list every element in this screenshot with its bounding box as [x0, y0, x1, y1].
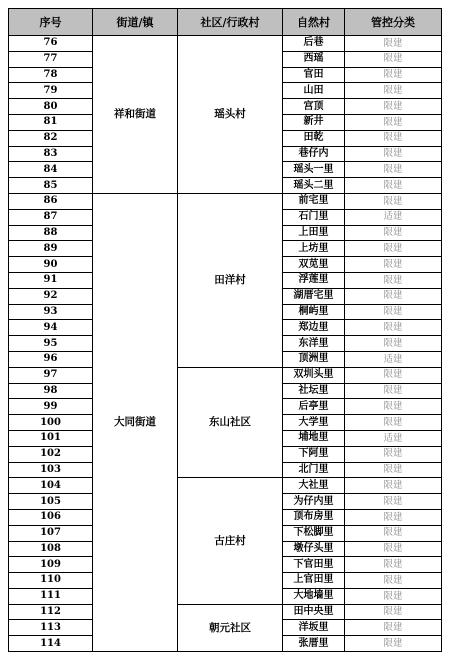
control-category-cell: 限建	[345, 541, 442, 557]
control-category-cell: 限建	[345, 36, 442, 52]
community-cell: 古庄村	[178, 478, 283, 604]
control-category-cell: 限建	[345, 478, 442, 494]
control-category-cell: 限建	[345, 525, 442, 541]
serial-number-cell: 76	[9, 36, 93, 52]
control-category-cell: 限建	[345, 288, 442, 304]
community-cell: 朝元社区	[178, 604, 283, 651]
serial-number-cell: 109	[9, 557, 93, 573]
natural-village-cell: 下官田里	[283, 557, 345, 573]
serial-number-cell: 77	[9, 51, 93, 67]
natural-village-cell: 上坊里	[283, 241, 345, 257]
natural-village-cell: 北门里	[283, 462, 345, 478]
natural-village-cell: 浮莲里	[283, 272, 345, 288]
control-category-cell: 限建	[345, 367, 442, 383]
serial-number-cell: 99	[9, 399, 93, 415]
natural-village-cell: 上田里	[283, 225, 345, 241]
table-body	[9, 36, 442, 652]
natural-village-cell: 瑶头一里	[283, 162, 345, 178]
control-category-cell: 限建	[345, 304, 442, 320]
natural-village-cell: 巷仔内	[283, 146, 345, 162]
serial-number-cell: 108	[9, 541, 93, 557]
natural-village-cell: 双圳头里	[283, 367, 345, 383]
table-row	[9, 478, 442, 494]
serial-number-cell: 94	[9, 320, 93, 336]
control-category-cell: 限建	[345, 557, 442, 573]
natural-village-cell: 为仔内里	[283, 494, 345, 510]
serial-number-cell: 85	[9, 178, 93, 194]
natural-village-cell: 桐屿里	[283, 304, 345, 320]
serial-number-cell: 113	[9, 620, 93, 636]
control-category-cell: 限建	[345, 51, 442, 67]
natural-village-cell: 顶布房里	[283, 509, 345, 525]
control-category-cell: 限建	[345, 604, 442, 620]
street-cell: 祥和街道	[93, 36, 178, 194]
control-category-cell: 适建	[345, 430, 442, 446]
control-category-cell: 限建	[345, 494, 442, 510]
natural-village-cell: 埔地里	[283, 430, 345, 446]
serial-number-cell: 89	[9, 241, 93, 257]
natural-village-cell: 官田	[283, 67, 345, 83]
control-category-cell: 限建	[345, 193, 442, 209]
control-category-cell: 限建	[345, 509, 442, 525]
control-category-cell: 限建	[345, 99, 442, 115]
control-category-cell: 限建	[345, 225, 442, 241]
serial-number-cell: 102	[9, 446, 93, 462]
natural-village-cell: 双苋里	[283, 257, 345, 273]
natural-village-cell: 东洋里	[283, 336, 345, 352]
natural-village-cell: 湖厝宅里	[283, 288, 345, 304]
natural-village-cell: 田乾	[283, 130, 345, 146]
natural-village-cell: 顶洲里	[283, 351, 345, 367]
control-category-cell: 限建	[345, 462, 442, 478]
serial-number-cell: 97	[9, 367, 93, 383]
natural-village-cell: 大地墙里	[283, 588, 345, 604]
serial-number-cell: 92	[9, 288, 93, 304]
header-serial-number: 序号	[9, 9, 93, 36]
table-row	[9, 604, 442, 620]
serial-number-cell: 78	[9, 67, 93, 83]
table-header-row	[9, 9, 442, 36]
serial-number-cell: 103	[9, 462, 93, 478]
natural-village-cell: 郑边里	[283, 320, 345, 336]
serial-number-cell: 83	[9, 146, 93, 162]
natural-village-cell: 新井	[283, 114, 345, 130]
natural-village-cell: 大社里	[283, 478, 345, 494]
control-category-cell: 限建	[345, 257, 442, 273]
natural-village-cell: 墩仔头里	[283, 541, 345, 557]
serial-number-cell: 91	[9, 272, 93, 288]
natural-village-cell: 山田	[283, 83, 345, 99]
control-category-cell: 限建	[345, 446, 442, 462]
serial-number-cell: 112	[9, 604, 93, 620]
header-natural-village: 自然村	[283, 9, 345, 36]
control-category-cell: 限建	[345, 399, 442, 415]
natural-village-cell: 大学里	[283, 415, 345, 431]
natural-village-cell: 后亭里	[283, 399, 345, 415]
serial-number-cell: 96	[9, 351, 93, 367]
serial-number-cell: 86	[9, 193, 93, 209]
control-category-cell: 限建	[345, 383, 442, 399]
serial-number-cell: 110	[9, 573, 93, 589]
header-control-category: 管控分类	[345, 9, 442, 36]
natural-village-cell: 西瑶	[283, 51, 345, 67]
natural-village-cell: 前宅里	[283, 193, 345, 209]
street-cell: 大同街道	[93, 193, 178, 651]
control-category-cell: 限建	[345, 67, 442, 83]
control-category-cell: 限建	[345, 114, 442, 130]
table-row	[9, 193, 442, 209]
community-cell: 东山社区	[178, 367, 283, 478]
village-control-table	[8, 8, 442, 652]
serial-number-cell: 84	[9, 162, 93, 178]
table-row	[9, 367, 442, 383]
control-category-cell: 限建	[345, 415, 442, 431]
community-cell: 瑶头村	[178, 36, 283, 194]
control-category-cell: 适建	[345, 209, 442, 225]
serial-number-cell: 93	[9, 304, 93, 320]
natural-village-cell: 下阿里	[283, 446, 345, 462]
serial-number-cell: 80	[9, 99, 93, 115]
serial-number-cell: 106	[9, 509, 93, 525]
serial-number-cell: 95	[9, 336, 93, 352]
serial-number-cell: 87	[9, 209, 93, 225]
serial-number-cell: 79	[9, 83, 93, 99]
serial-number-cell: 105	[9, 494, 93, 510]
serial-number-cell: 81	[9, 114, 93, 130]
control-category-cell: 限建	[345, 320, 442, 336]
control-category-cell: 限建	[345, 620, 442, 636]
control-category-cell: 限建	[345, 162, 442, 178]
control-category-cell: 适建	[345, 351, 442, 367]
header-street-town: 街道/镇	[93, 9, 178, 36]
table-row	[9, 36, 442, 52]
control-category-cell: 限建	[345, 636, 442, 652]
control-category-cell: 限建	[345, 272, 442, 288]
header-community-village: 社区/行政村	[178, 9, 283, 36]
natural-village-cell: 张厝里	[283, 636, 345, 652]
serial-number-cell: 107	[9, 525, 93, 541]
control-category-cell: 限建	[345, 83, 442, 99]
natural-village-cell: 洋坂里	[283, 620, 345, 636]
natural-village-cell: 石门里	[283, 209, 345, 225]
control-category-cell: 限建	[345, 241, 442, 257]
natural-village-cell: 后巷	[283, 36, 345, 52]
control-category-cell: 限建	[345, 146, 442, 162]
control-category-cell: 限建	[345, 336, 442, 352]
natural-village-cell: 下松脚里	[283, 525, 345, 541]
natural-village-cell: 社坛里	[283, 383, 345, 399]
serial-number-cell: 101	[9, 430, 93, 446]
natural-village-cell: 宫顶	[283, 99, 345, 115]
control-category-cell: 限建	[345, 178, 442, 194]
control-category-cell: 限建	[345, 588, 442, 604]
natural-village-cell: 瑶头二里	[283, 178, 345, 194]
serial-number-cell: 114	[9, 636, 93, 652]
serial-number-cell: 111	[9, 588, 93, 604]
natural-village-cell: 田中央里	[283, 604, 345, 620]
serial-number-cell: 82	[9, 130, 93, 146]
serial-number-cell: 98	[9, 383, 93, 399]
serial-number-cell: 90	[9, 257, 93, 273]
control-category-cell: 限建	[345, 130, 442, 146]
serial-number-cell: 88	[9, 225, 93, 241]
control-category-cell: 限建	[345, 573, 442, 589]
natural-village-cell: 上官田里	[283, 573, 345, 589]
serial-number-cell: 104	[9, 478, 93, 494]
community-cell: 田洋村	[178, 193, 283, 367]
serial-number-cell: 100	[9, 415, 93, 431]
